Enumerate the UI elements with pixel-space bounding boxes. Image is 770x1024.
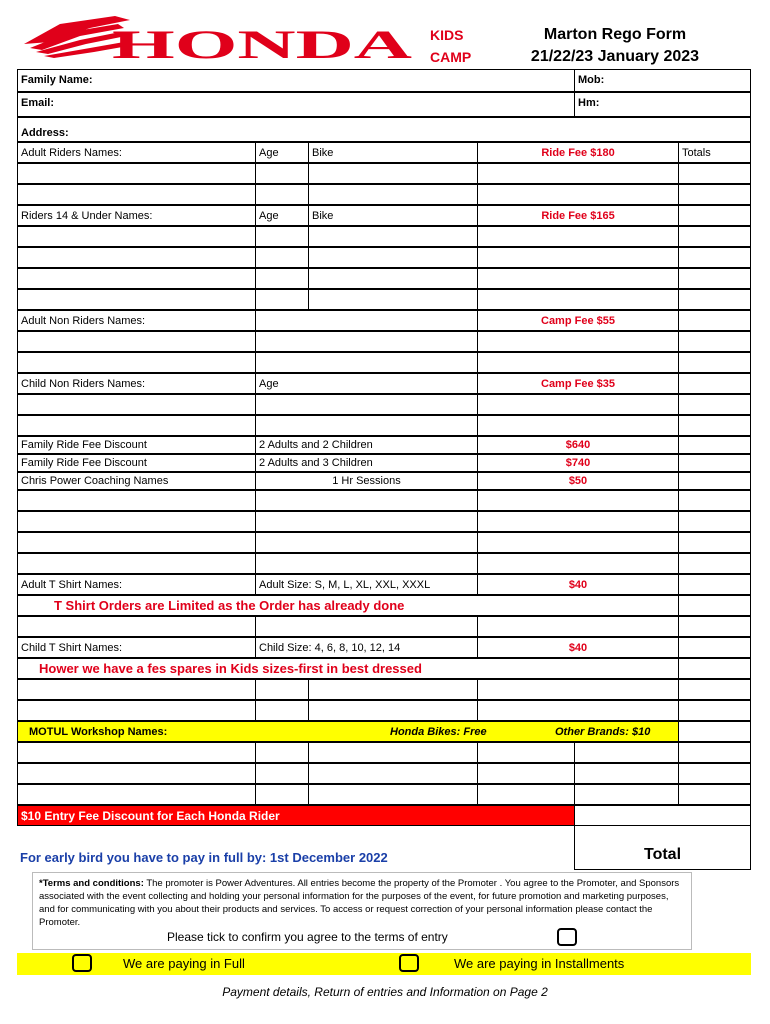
other-brands-fee: Other Brands: $10 [555, 726, 651, 738]
child-non-riders-label: Child Non Riders Names: [17, 373, 256, 394]
family-discount-price: $640 [477, 436, 679, 454]
table-row [17, 742, 751, 763]
brand-wordmark: HONDA [112, 22, 413, 64]
entry-discount-banner: $10 Entry Fee Discount for Each Honda Rider [17, 805, 575, 826]
camp-label: CAMP [430, 49, 472, 65]
table-row [17, 394, 751, 415]
family-discount-row-1 [17, 436, 751, 454]
terms-heading: *Terms and conditions: [39, 878, 144, 889]
adult-riders-header [17, 142, 751, 163]
kids-camp-label [430, 24, 471, 68]
ride-fee-165: Ride Fee $165 [477, 205, 679, 226]
totals-header: Totals [678, 142, 751, 163]
adult-size-label: Adult Size: S, M, L, XL, XXL, XXXL [255, 574, 478, 595]
family-discount-label: Family Ride Fee Discount [17, 454, 256, 472]
adult-non-riders-header [17, 310, 751, 331]
terms-checkbox[interactable] [557, 928, 577, 946]
terms-text: The promoter is Power Adventures. All entries become the property of the Promoter . You agree to the Promoter, and Sponsors associated with the event collecting and holding your personal information for the purposes of the event, for future promotion and marketing purposes, and for communicating with you about their products and services. To access or request correction of your personal information please contact the Promoter. [39, 878, 680, 928]
pay-installments-label: We are paying in Installments [454, 956, 625, 971]
child-tshirt-price: $40 [477, 637, 679, 658]
registration-table [17, 69, 751, 870]
bike-header: Bike [308, 142, 478, 163]
table-row [17, 511, 751, 532]
family-discount-label: Family Ride Fee Discount [17, 436, 256, 454]
table-row [17, 226, 751, 247]
table-row [17, 553, 751, 574]
coaching-desc: 1 Hr Sessions [255, 472, 478, 490]
table-row [17, 268, 751, 289]
form-title [510, 24, 720, 68]
family-discount-desc: 2 Adults and 2 Children [255, 436, 478, 454]
pay-full-label: We are paying in Full [123, 956, 245, 971]
child-non-riders-header [17, 373, 751, 394]
table-row [17, 247, 751, 268]
honda-logo [20, 14, 415, 64]
terms-confirm-label: Please tick to confirm you agree to the terms of entry [167, 930, 448, 944]
mob-field[interactable]: Mob: [574, 69, 751, 92]
table-row [17, 700, 751, 721]
adult-tshirt-price: $40 [477, 574, 679, 595]
table-row [17, 289, 751, 310]
kids-label: KIDS [430, 27, 464, 43]
riders-14-label: Riders 14 & Under Names: [17, 205, 256, 226]
child-tshirt-label: Child T Shirt Names: [17, 637, 256, 658]
title-line-1: Marton Rego Form [543, 26, 687, 43]
early-bird-notice: For early bird you have to pay in full by: 1st December 2022 [20, 850, 388, 865]
family-name-field[interactable]: Family Name: [17, 69, 575, 92]
table-row [17, 163, 751, 184]
spares-notice: Hower we have a fes spares in Kids sizes-first in best dressed [39, 661, 422, 676]
address-row [17, 117, 751, 142]
email-row [17, 92, 751, 117]
table-row [17, 532, 751, 553]
age-header: Age [255, 142, 309, 163]
age-header: Age [255, 205, 309, 226]
ride-fee-180: Ride Fee $180 [477, 142, 679, 163]
terms-box [32, 872, 692, 950]
adult-non-riders-label: Adult Non Riders Names: [17, 310, 256, 331]
bike-header: Bike [308, 205, 478, 226]
coaching-label: Chris Power Coaching Names [17, 472, 256, 490]
table-row [17, 415, 751, 436]
tshirt-notice: T Shirt Orders are Limited as the Order has already done [54, 598, 405, 613]
coaching-row [17, 472, 751, 490]
table-row [17, 784, 751, 805]
table-row [17, 184, 751, 205]
table-row [17, 490, 751, 511]
child-tshirt-header [17, 637, 751, 658]
child-size-label: Child Size: 4, 6, 8, 10, 12, 14 [255, 637, 478, 658]
table-row [17, 331, 751, 352]
camp-fee-35: Camp Fee $35 [477, 373, 679, 394]
family-row [17, 69, 751, 92]
table-row [17, 763, 751, 784]
address-field[interactable]: Address: [17, 117, 751, 142]
table-row [17, 679, 751, 700]
total-row [17, 826, 751, 870]
riders-14-header [17, 205, 751, 226]
email-field[interactable]: Email: [17, 92, 575, 117]
pay-installments-checkbox[interactable] [399, 954, 419, 972]
footer-note: Payment details, Return of entries and Information on Page 2 [222, 985, 548, 999]
table-row [17, 616, 751, 637]
table-row [17, 352, 751, 373]
motul-label: MOTUL Workshop Names: [29, 726, 168, 738]
camp-fee-55: Camp Fee $55 [477, 310, 679, 331]
motul-header [17, 721, 751, 742]
entry-discount-row [17, 805, 751, 826]
tshirt-notice-row [17, 595, 751, 616]
payment-bar [17, 953, 751, 975]
family-discount-row-2 [17, 454, 751, 472]
pay-full-checkbox[interactable] [72, 954, 92, 972]
family-discount-desc: 2 Adults and 3 Children [255, 454, 478, 472]
grand-total-label: Total [574, 826, 751, 870]
hm-field[interactable]: Hm: [574, 92, 751, 117]
adult-tshirt-header [17, 574, 751, 595]
honda-bikes-fee: Honda Bikes: Free [390, 726, 487, 738]
age-header: Age [255, 373, 478, 394]
family-discount-price: $740 [477, 454, 679, 472]
adult-tshirt-label: Adult T Shirt Names: [17, 574, 256, 595]
coaching-price: $50 [477, 472, 679, 490]
adult-riders-label: Adult Riders Names: [17, 142, 256, 163]
title-line-2: 21/22/23 January 2023 [530, 48, 700, 65]
spares-notice-row [17, 658, 751, 679]
